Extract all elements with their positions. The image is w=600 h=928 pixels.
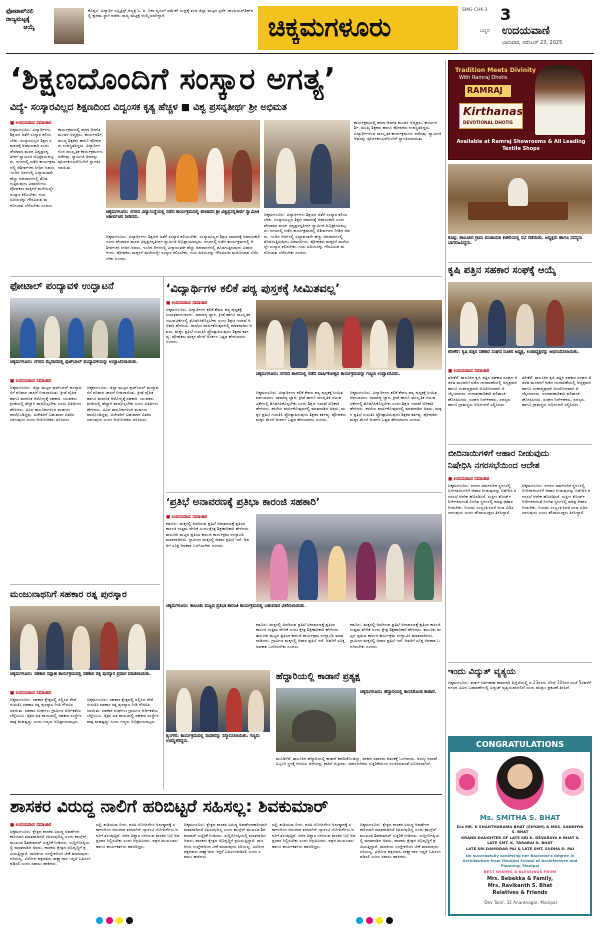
reporter-line1: ಫೋಟಾಪ್‌ನಲಿ: [6, 8, 34, 15]
right-top-photo: [448, 164, 592, 234]
left-lower-photo-figure-3: [72, 626, 90, 670]
centre-bottom-photo-figure-4: [248, 690, 264, 732]
left-mid-photo-figure-4: [92, 320, 108, 358]
centre-mid-dateline: ■ ಉದಯವಾಣಿ ಸಮಾಚಾರ: [166, 301, 208, 306]
reg-mark-7: [376, 917, 383, 924]
centre-lower-photo-figure-5: [386, 544, 404, 600]
reporter-photo: [54, 8, 84, 44]
reg-mark-6: [366, 917, 373, 924]
left-mid-headline: ಫೋಟಾಲ್ ಪಂದ್ಯಾವಳಿ ಉದ್ಘಾಟನೆ: [10, 281, 114, 292]
reg-mark-5: [356, 917, 363, 924]
centre-bottom-photo-figure-1: [176, 688, 192, 732]
congrats-from2: Mrs. Ravikanth S. Bhat: [487, 883, 553, 889]
lead-photo-figure-5: [232, 150, 252, 202]
reg-mark-1: [96, 917, 103, 924]
left-mid-caption: ಚಿಕ್ಕಮಗಳೂರು: ನಗರದ ಮೈದಾನದಲ್ಲಿ ಫುಟ್‌ಬಾಲ್ ಪಂದ್ಯಾವಳಿಯನ್ನು ಉದ್ಘಾಟಿಸಲಾಯಿತು.: [10, 360, 138, 365]
right-mid-body-2: ಚಿಕ್ಕಮಗಳೂರು: ನಗರದ ಸಾರ್ವಜನಿಕ ಸ್ಥಳಗಳಲ್ಲಿ ಬೀದಿನಾಯಿಗಳಿಗೆ ಆಹಾರ ನೀಡುವುದನ್ನು ನಿಷೇಧಿಸಿ ನಗರಸಭೆ ಆದೇಶ ಹೊರಡಿಸಿದೆ. ಸುಪ್ರೀಂ ಕೋರ್ಟ್ ನಿರ್ದೇಶನದಂತೆ ನಿಗದಿತ ಸ್ಥಳಗಳಲ್ಲಿ ಮಾತ್ರ ಆಹಾರ ನೀಡಬೇಕು. ನಿಯಮ ಉಲ್ಲಂಘಿಸಿದರೆ ದಂಡ ವಿಧಿಸಲಾಗುವುದು ಎಂದು ಪೌರಾಯುಕ್ತರು ತಿಳಿಸಿದ್ದಾರೆ.: [522, 483, 591, 516]
right-top-photo-2: [448, 282, 592, 348]
congrats-title: CONGRATULATIONS: [476, 740, 564, 749]
congrats-name: Ms. SMITHA S. BHAT: [479, 814, 561, 822]
right-mid-rule-2: [448, 662, 592, 663]
centre-bottom-caption-2: ಚಿಕ್ಕಮಗಳೂರು: ಹೆದ್ದಾರಿಯಲ್ಲಿ ಕಾಣಿಸಿಕೊಂಡ ಕಾಡಾನೆ.: [360, 690, 437, 695]
centre-lower-body-2: ಕಡೂರು: ಮಕ್ಕಳಲ್ಲಿ ಅಡಗಿರುವ ಪ್ರತಿಭೆ ಅನಾವರಣಕ್ಕೆ ಪ್ರತಿಭಾ ಕಾರಂಜಿ ಉತ್ತಮ ವೇದಿಕೆ ಎಂದು ಕ್ಷೇತ್ರ ಶಿಕ್ಷಣಾಧಿಕಾರಿ ಹೇಳಿದರು. ತಾಲೂಕು ಮಟ್ಟದ ಪ್ರತಿಭಾ ಕಾರಂಜಿ ಕಾರ್ಯಕ್ರಮ ಉದ್ಘಾಟಿಸಿ ಮಾತನಾಡಿದರು. ಗ್ರಾಮೀಣ ಮಕ್ಕಳಲ್ಲಿ ಅಪಾರ ಪ್ರತಿಭೆ ಇದೆ. ಅವರಿಗೆ ಸೂಕ್ತ ಅವಕಾಶ ಒದಗಿಸಬೇಕು ಎಂದರು.: [256, 622, 345, 649]
left-lower-body-1: ಚಿಕ್ಕಮಗಳೂರು: ಸಹಕಾರ ಕ್ಷೇತ್ರದಲ್ಲಿ ಸಲ್ಲಿಸಿದ ಸೇವೆ ಗುರುತಿಸಿ ಸಹಕಾರ ರತ್ನ ಪುರಸ್ಕಾರ ನೀಡಿ ಗೌರವಿಸಲಾಯಿತು. ಸಹಕಾರ ಸಂಘಗಳು ಗ್ರಾಮೀಣ ಆರ್ಥಿಕತೆಯ ಬೆನ್ನೆಲುಬು. ರೈತರ ಹಿತ ಕಾಯುವಲ್ಲಿ ಸಹಕಾರ ಸಂಸ್ಥೆಗಳ ಪಾತ್ರ ಮಹತ್ವದ್ದು ಎಂದು ಗಣ್ಯರು ಅಭಿಪ್ರಾಯಪಟ್ಟರು.: [10, 697, 82, 724]
centre-lower-photo-figure-4: [356, 542, 376, 600]
left-lower-photo-figure-2: [46, 622, 64, 670]
left-lower-dateline: ■ ಉದಯವಾಣಿ ಸಮಾಚಾರ: [10, 691, 52, 696]
lead-headline: ‘ಶಿಕ್ಷಣದೊಂದಿಗೆ ಸಂಸ್ಕಾರ ಅಗತ್ಯ’: [10, 62, 336, 97]
bottom-rule: [10, 794, 442, 795]
reporter-line2: ರಾಜ್ಯಮಟ್ಟಕ್ಕೆ: [6, 16, 30, 23]
bottom-body-2: ರಸ್ತೆ, ಕುಡಿಯುವ ನೀರು, ವಸತಿ ಯೋಜನೆಗಳ ಅನುಷ್ಠಾನಕ್ಕೆ ಸರ್ಕಾರದಿಂದ ಅನುದಾನ ತರಲಾಗಿದೆ. ಗ್ಯಾರಂಟಿ ಯೋಜನೆಗಳು ಜನರಿಗೆ ತಲುಪುತ್ತಿವೆ. ಜನರ ವಿಶ್ವಾಸ ಗಳಿಸಿರುವ ಶಾಸಕರ ಬಗ್ಗೆ ಅಪಪ್ರಚಾರ ನಿಲ್ಲಿಸಬೇಕು ಎಂದು ಆಗ್ರಹಿಸಿದರು. ಪಕ್ಷದ ಮುಖಂಡರು ಹಾಗೂ ಕಾರ್ಯಕರ್ತರು ಹಾಜರಿದ್ದರು.: [96, 822, 180, 849]
right-top-caption-2: ತರೀಕೆರೆ: ಕೃಷಿ ಪತ್ತಿನ ಸಹಕಾರ ಸಂಘದ ನೂತನ ಅಧ್ಯಕ್ಷ, ಉಪಾಧ್ಯಕ್ಷರನ್ನು ಅಭಿನಂದಿಸಲಾಯಿತು.: [448, 350, 580, 355]
left-lower-rule: [10, 584, 160, 585]
centre-lower-photo-figure-2: [298, 540, 318, 600]
centre-lower-caption: ಚಿಕ್ಕಮಗಳೂರು: ತಾಲೂಕು ಮಟ್ಟದ ಪ್ರತಿಭಾ ಕಾರಂಜಿ ಕಾರ್ಯಕ್ರಮದಲ್ಲಿ ಬಹುಮಾನ ವಿತರಿಸಲಾಯಿತು.: [166, 604, 306, 609]
right-mid-headline-1: ಬೀದಿನಾಯಿಗಳಿಗೆ ಆಹಾರ ನೀಡುವುದು: [448, 449, 550, 459]
left-lower-caption: ಚಿಕ್ಕಮಗಳೂರು: ಸಹಕಾರ ಸಪ್ತಾಹ ಕಾರ್ಯಕ್ರಮದಲ್ಲಿ ಸಹಕಾರ ರತ್ನ ಪುರಸ್ಕಾರ ಪ್ರದಾನ ಮಾಡಲಾಯಿತು.: [10, 672, 151, 677]
left-mid-body-1: ಚಿಕ್ಕಮಗಳೂರು: ಜಿಲ್ಲಾ ಮಟ್ಟದ ಫುಟ್‌ಬಾಲ್ ಪಂದ್ಯಾವಳಿಗೆ ಶನಿವಾರ ಚಾಲನೆ ನೀಡಲಾಯಿತು. ಕ್ರೀಡೆ ದೈಹಿಕ ಹಾಗೂ ಮಾನಸಿಕ ಆರೋಗ್ಯಕ್ಕೆ ಸಹಕಾರಿ. ಯುವಕರು ಕ್ರೀಡೆಯಲ್ಲಿ ಹೆಚ್ಚಾಗಿ ಪಾಲ್ಗೊಳ್ಳಬೇಕು ಎಂದು ಅತಿಥಿಗಳು ಹೇಳಿದರು. ವಿವಿಧ ತಾಲೂಕುಗಳಿಂದ ತಂಡಗಳು ಪಾಲ್ಗೊಂಡಿದ್ದವು. ವಿಜೇತರಿಗೆ ಬಹುಮಾನ ವಿತರಿಸಲಾಗುವುದು ಎಂದು ಆಯೋಜಕರು ತಿಳಿಸಿದರು.: [10, 385, 82, 423]
centre-lower-headline: ‘ಪ್ರತಿಭೆ ಅನಾವರಣಕ್ಕೆ ಪ್ರತಿಭಾ ಕಾರಂಜಿ ಸಹಕಾರಿ’: [166, 497, 320, 508]
ad-product-sub: DEVOTIONAL DHOTIS: [463, 120, 513, 125]
reporter-title: [6, 8, 52, 32]
lead-photo: [106, 120, 260, 208]
congrats-from3: Relatives & Friends: [492, 890, 548, 896]
ad-model: [535, 65, 585, 135]
right-top-body-2: ತರೀಕೆರೆ: ತಾಲೂಕಿನ ಕೃಷಿ ಪತ್ತಿನ ಸಹಕಾರ ಸಂಘದ ಆಡಳಿತ ಮಂಡಳಿಗೆ ನಡೆದ ಚುನಾವಣೆಯಲ್ಲಿ ಅಧ್ಯಕ್ಷರಾಗಿ ಹಾಗೂ ಉಪಾಧ್ಯಕ್ಷರಾಗಿ ಅವಿರೋಧವಾಗಿ ಆಯ್ಕೆಯಾದರು. ಚುನಾವಣಾಧಿಕಾರಿ ಫಲಿತಾಂಶ ಘೋಷಿಸಿದರು. ಸಂಘದ ನಿರ್ದೇಶಕರು, ಸದಸ್ಯರು ಹಾಗೂ ಗ್ರಾಮಸ್ಥರು ಅಭಿನಂದನೆ ಸಲ್ಲಿಸಿದರು.: [522, 375, 592, 408]
right-mid-body-3: ಚಿಕ್ಕಮಗಳೂರು: ತುರ್ತು ನಿರ್ವಹಣಾ ಕಾಮಗಾರಿ ಹಿನ್ನೆಲೆಯಲ್ಲಿ ನ.23ರಂದು ಬೆಳಗ್ಗೆ 10ರಿಂದ ಸಂಜೆ 5ರವರೆಗೆ ನಗರದ ವಿವಿಧ ಬಡಾವಣೆಗಳಲ್ಲಿ ವಿದ್ಯುತ್ ವ್ಯತ್ಯಯವಾಗಲಿದೆ ಎಂದು ಮೆಸ್ಕಾಂ ಪ್ರಕಟಣೆ ತಿಳಿಸಿದೆ.: [448, 680, 592, 691]
elephant-photo: [276, 688, 356, 752]
centre-mid-photo-figure-3: [316, 322, 334, 368]
lead-photo-2: [264, 120, 350, 208]
congrats-grand1: GRAND DAUGHTER OF LATE SRI K. DEVARAYA K BHAT & LATE SMT. K. TARABAI D. BHAT: [461, 835, 579, 845]
congrats-address: 'Dev Tara', 32 Anantnagar, Manipal: [483, 900, 557, 905]
centre-lower-photo-figure-6: [414, 542, 434, 600]
right-top-caption: ಕೊಪ್ಪ: ತಾಲೂಕಿನ ಗ್ರಾಮ ಪಂಚಾಯಿತಿ ಕಚೇರಿಯಲ್ಲಿ ಸಭೆ ನಡೆಯಿತು. ಅಧ್ಯಕ್ಷರು ಹಾಗೂ ಸದಸ್ಯರು ಭಾಗವಹಿಸಿದ್ದರು.: [448, 236, 583, 247]
centre-bottom-photo-figure-2: [200, 686, 218, 732]
lead-photo-2-figure-1: [276, 148, 296, 204]
centre-lower-dateline: ■ ಉದಯವಾಣಿ ಸಮಾಚಾರ: [166, 515, 208, 520]
lead-photo-2-figure-2: [310, 144, 332, 204]
centre-mid-photo-figure-6: [396, 318, 414, 368]
ad-tagline1: Tradition Meets Divinity: [455, 67, 536, 74]
right-top-headline: ಕೃಷಿ ಪತ್ತಿನ ಸಹಕಾರ ಸಂಘಕ್ಕೆ ಆಯ್ಕೆ: [448, 265, 556, 276]
left-mid-photo-figure-3: [68, 318, 84, 358]
congrats-achievement: On successfully achieving her Bachelor's degree in Architecture from Manipal School of Architecture and Planning, Manipal: [462, 853, 578, 868]
centre-mid-photo-figure-4: [342, 316, 362, 368]
bottom-body-5: ಚಿಕ್ಕಮಗಳೂರು: ಕ್ಷೇತ್ರದ ಶಾಸಕರ ವಿರುದ್ಧ ಅವಹೇಳನಕಾರಿಯಾಗಿ ಮಾತನಾಡಿದರೆ ಸಹಿಸುವುದಿಲ್ಲ ಎಂದು ಕಾಂಗ್ರೆಸ್ ಮುಖಂಡ ಶಿವಕುಮಾರ್ ಎಚ್ಚರಿಕೆ ನೀಡಿದರು. ಸುದ್ದಿಗೋಷ್ಠಿಯಲ್ಲಿ ಮಾತನಾಡಿದ ಅವರು, ಶಾಸಕರು ಕ್ಷೇತ್ರದ ಅಭಿವೃದ್ಧಿಗೆ ಶ್ರಮಿಸುತ್ತಿದ್ದಾರೆ. ರಾಜಕೀಯ ಉದ್ದೇಶದಿಂದ ಟೀಕೆ ಮಾಡುವುದು ಸರಿಯಲ್ಲ. ವಿರೋಧ ಪಕ್ಷದವರು ಸಾಕ್ಷ್ಯಾಧಾರ ಇದ್ದರೆ ಬಹಿರಂಗಪಡಿಸಲಿ ಎಂದು ಸವಾಲು ಹಾಕಿದರು.: [360, 822, 441, 860]
reg-mark-3: [116, 917, 123, 924]
right-mid-headline-2: ನಿಷೇಧಿಸಿ ನಗರಸಭೆಯಿಂದ ಆದೇಶ: [448, 461, 540, 471]
reg-mark-4: [126, 917, 133, 924]
bottom-body-4: ರಸ್ತೆ, ಕುಡಿಯುವ ನೀರು, ವಸತಿ ಯೋಜನೆಗಳ ಅನುಷ್ಠಾನಕ್ಕೆ ಸರ್ಕಾರದಿಂದ ಅನುದಾನ ತರಲಾಗಿದೆ. ಗ್ಯಾರಂಟಿ ಯೋಜನೆಗಳು ಜನರಿಗೆ ತಲುಪುತ್ತಿವೆ. ಜನರ ವಿಶ್ವಾಸ ಗಳಿಸಿರುವ ಶಾಸಕರ ಬಗ್ಗೆ ಅಪಪ್ರಚಾರ ನಿಲ್ಲಿಸಬೇಕು ಎಂದು ಆಗ್ರಹಿಸಿದರು. ಪಕ್ಷದ ಮುಖಂಡರು ಹಾಗೂ ಕಾರ್ಯಕರ್ತರು ಹಾಜರಿದ್ದರು.: [272, 822, 356, 849]
right-top-photo-2-figure-1: [460, 302, 478, 346]
centre-mid-photo-figure-2: [290, 318, 308, 368]
reporter-line3: ಆಯ್ಕೆ: [23, 24, 35, 31]
lead-dateline: ■ ಉದಯವಾಣಿ ಸಮಾಚಾರ: [10, 121, 52, 126]
lead-body-col5: ಚಿಕ್ಕಮಗಳೂರು: ವಿದ್ಯಾರ್ಥಿಗಳು ಶಿಕ್ಷಣದ ಜತೆಗೆ ಸಂಸ್ಕಾರ ಕಲಿಯಬೇಕು. ಸಂಸ್ಕಾರವಿಲ್ಲದ ಶಿಕ್ಷಣ ಸಮಾಜಕ್ಕೆ ಅಪಾಯಕಾರಿ ಎಂದು ಪೇಜಾವರ ಮಠದ ವಿಶ್ವಪ್ರಸನ್ನತೀರ್ಥ ಸ್ವಾಮೀಜಿ ಅಭಿಪ್ರಾಯಪಟ್ಟರು. ನಗರದಲ್ಲಿ ನಡೆದ ಕಾರ್ಯಕ್ರಮದಲ್ಲಿ ಆಶೀರ್ವಚನ ನೀಡಿದ ಅವರು, ಇಂದಿನ ದಿನಗಳಲ್ಲಿ ವಿದ್ಯಾವಂತರೇ ಹೆಚ್ಚು ಅಪರಾಧಗಳಲ್ಲಿ ತೊಡಗುತ್ತಿರುವುದು ವಿಷಾದನೀಯ. ಪೋಷಕರು ಮಕ್ಕಳಿಗೆ ಮನೆಯಲ್ಲೇ ಸಂಸ್ಕಾರ ಕಲಿಸಬೇಕು. ಗುರು ಹಿರಿಯರನ್ನು ಗೌರವಿಸುವ ಮನೋಭಾವ ಬೆಳೆಸಬೇಕು ಎಂದರು.: [106, 234, 260, 261]
centre-mid-headline: ‘ವಿದ್ಯಾರ್ಥಿಗಳ ಕಲಿಕೆ ಪಠ್ಯ ಪುಸ್ತಕಕ್ಕೆ ಸೀಮಿತವಲ್ಲ’: [166, 281, 340, 295]
paper-name: ಉದಯವಾಣಿ: [502, 24, 550, 37]
lead-body-col3: ಚಿಕ್ಕಮಗಳೂರು: ವಿದ್ಯಾರ್ಥಿಗಳು ಶಿಕ್ಷಣದ ಜತೆಗೆ ಸಂಸ್ಕಾರ ಕಲಿಯಬೇಕು. ಸಂಸ್ಕಾರವಿಲ್ಲದ ಶಿಕ್ಷಣ ಸಮಾಜಕ್ಕೆ ಅಪಾಯಕಾರಿ ಎಂದು ಪೇಜಾವರ ಮಠದ ವಿಶ್ವಪ್ರಸನ್ನತೀರ್ಥ ಸ್ವಾಮೀಜಿ ಅಭಿಪ್ರಾಯಪಟ್ಟರು. ನಗರದಲ್ಲಿ ನಡೆದ ಕಾರ್ಯಕ್ರಮದಲ್ಲಿ ಆಶೀರ್ವಚನ ನೀಡಿದ ಅವರು, ಇಂದಿನ ದಿನಗಳಲ್ಲಿ ವಿದ್ಯಾವಂತರೇ ಹೆಚ್ಚು ಅಪರಾಧಗಳಲ್ಲಿ ತೊಡಗುತ್ತಿರುವುದು ವಿಷಾದನೀಯ. ಪೋಷಕರು ಮಕ್ಕಳಿಗೆ ಮನೆಯಲ್ಲೇ ಸಂಸ್ಕಾರ ಕಲಿಸಬೇಕು. ಗುರು ಹಿರಿಯರನ್ನು ಗೌರವಿಸುವ ಮನೋಭಾವ ಬೆಳೆಸಬೇಕು ಎಂದರು.: [264, 212, 350, 255]
left-lower-photo: [10, 606, 160, 670]
header-rule: [6, 53, 594, 54]
centre-bottom-photo-figure-3: [226, 688, 242, 732]
centre-mid-photo-figure-5: [370, 320, 388, 368]
edition-block: [462, 6, 594, 52]
left-lower-photo-figure-4: [100, 622, 118, 670]
lead-photo-figure-1: [120, 150, 138, 200]
centre-lower-body-1: ಕಡೂರು: ಮಕ್ಕಳಲ್ಲಿ ಅಡಗಿರುವ ಪ್ರತಿಭೆ ಅನಾವರಣಕ್ಕೆ ಪ್ರತಿಭಾ ಕಾರಂಜಿ ಉತ್ತಮ ವೇದಿಕೆ ಎಂದು ಕ್ಷೇತ್ರ ಶಿಕ್ಷಣಾಧಿಕಾರಿ ಹೇಳಿದರು. ತಾಲೂಕು ಮಟ್ಟದ ಪ್ರತಿಭಾ ಕಾರಂಜಿ ಕಾರ್ಯಕ್ರಮ ಉದ್ಘಾಟಿಸಿ ಮಾತನಾಡಿದರು. ಗ್ರಾಮೀಣ ಮಕ್ಕಳಲ್ಲಿ ಅಪಾರ ಪ್ರತಿಭೆ ಇದೆ. ಅವರಿಗೆ ಸೂಕ್ತ ಅವಕಾಶ ಒದಗಿಸಬೇಕು ಎಂದರು.: [166, 521, 250, 548]
right-mid-rule: [448, 444, 592, 445]
left-lower-headline: ಮಂಜುನಾಥನಿಗೆ ಸಹಕಾರ ರತ್ನ ಪುರಸ್ಕಾರ: [10, 589, 127, 600]
issue-date: ಭಾನುವಾರ, ನವೆಂಬರ್ 23, 2025: [502, 40, 563, 46]
centre-lower-body-3: ಕಡೂರು: ಮಕ್ಕಳಲ್ಲಿ ಅಡಗಿರುವ ಪ್ರತಿಭೆ ಅನಾವರಣಕ್ಕೆ ಪ್ರತಿಭಾ ಕಾರಂಜಿ ಉತ್ತಮ ವೇದಿಕೆ ಎಂದು ಕ್ಷೇತ್ರ ಶಿಕ್ಷಣಾಧಿಕಾರಿ ಹೇಳಿದರು. ತಾಲೂಕು ಮಟ್ಟದ ಪ್ರತಿಭಾ ಕಾರಂಜಿ ಕಾರ್ಯಕ್ರಮ ಉದ್ಘಾಟಿಸಿ ಮಾತನಾಡಿದರು. ಗ್ರಾಮೀಣ ಮಕ್ಕಳಲ್ಲಿ ಅಪಾರ ಪ್ರತಿಭೆ ಇದೆ. ಅವರಿಗೆ ಸೂಕ್ತ ಅವಕಾಶ ಒದಗಿಸಬೇಕು ಎಂದರು.: [350, 622, 442, 649]
centre-lower-photo-figure-3: [328, 546, 346, 600]
right-top-photo-2-figure-3: [516, 304, 534, 346]
ramraj-ad: [448, 60, 592, 160]
lead-photo-figure-2: [146, 146, 166, 202]
page-number: 3: [500, 6, 512, 24]
centre-bottom-caption: ಶೃಂಗೇರಿ: ಕಾರ್ಯಕ್ರಮದಲ್ಲಿ ಸಾಧಕರನ್ನು ಸನ್ಮಾನಿಸಲಾಯಿತು. ಗಣ್ಯರು ಉಪಸ್ಥಿತರಿದ್ದರು.: [166, 734, 260, 745]
right-top-photo-2-figure-2: [488, 300, 506, 346]
lead-photo-figure-4: [206, 148, 224, 202]
centre-bottom-headline: ಹೆದ್ದಾರಿಯಲ್ಲಿ ಕಾಡಾನೆ ಪ್ರತ್ಯಕ್ಷ: [276, 671, 361, 682]
centre-mid-photo-figure-1: [266, 320, 284, 368]
congrats-portrait: [496, 756, 544, 810]
right-top-photo-2-figure-4: [546, 300, 564, 346]
elephant-shape: [292, 710, 336, 742]
congrats-flower-right: [562, 762, 584, 802]
left-mid-photo: [10, 298, 160, 358]
ad-brand: RAMRAJ: [467, 86, 503, 95]
bottom-dateline: ■ ಉದಯವಾಣಿ ಸಮಾಚಾರ: [10, 823, 52, 828]
left-mid-photo-figure-5: [118, 318, 134, 358]
paper-prefix: ಬಣ್ಣದ: [480, 29, 490, 34]
congrats-wishes: BEST WISHES & BLESSINGS FROM: [483, 869, 557, 874]
lead-body-col2: ಕಾರ್ಯಕ್ರಮದಲ್ಲಿ ಶಾಲಾ ಆಡಳಿತ ಮಂಡಳಿ ಅಧ್ಯಕ್ಷರು, ಕಾರ್ಯದರ್ಶಿ, ಮುಖ್ಯ ಶಿಕ್ಷಕರು ಹಾಗೂ ಪೋಷಕರು ಉಪಸ್ಥಿತರಿದ್ದರು. ವಿದ್ಯಾರ್ಥಿಗಳಿಂದ ಸಾಂಸ್ಕೃತಿಕ ಕಾರ್ಯಕ್ರಮಗಳು ನಡೆದವು. ಸ್ವಾಮೀಜಿ ಅವರನ್ನು ಪೂರ್ಣಕುಂಭದೊಂದಿಗೆ ಸ್ವಾಗತಿಸಲಾಯಿತು.: [58, 127, 104, 170]
ad-product: Kirthanas: [463, 105, 524, 118]
ad-availability: Available at Ramraj Showrooms & All Leading Textile Shops: [456, 139, 586, 152]
header-brief: ಕೊಪ್ಪಳ: ವಿದ್ಯಾರ್ಥಿ ಎಸ್ಪಿಟ್ರಿಸ್ಟ್ ಅಧ್ಯಕ್ಷ ಓ. ಪಿ. ನಿಶಾ ದೃವಿಲ್ ರಮೇಶ್ ಸಂದ್ರಕ್ಕೆ ತಂಡ ಜಿಲ್ಲಾ ಮಟ್ಟದ ಸ್ಪರ್ಧೆ ಚಾಂಪಿಯನ್‌ಶಿಪ್‌ನಲ್ಲಿ ಪ್ರಥಮ ಸ್ಥಾನ ಪಡೆದು ರಾಜ್ಯ ಮಟ್ಟಕ್ಕೆ ಆಯ್ಕೆಯಾಗಿದ್ದಾರೆ.: [88, 8, 254, 19]
header: [6, 6, 594, 56]
centre-lower-photo-figure-1: [270, 544, 288, 600]
left-mid-photo-figure-2: [44, 316, 60, 358]
col-rule-1: [163, 276, 164, 790]
right-mid-body-1: ಚಿಕ್ಕಮಗಳೂರು: ನಗರದ ಸಾರ್ವಜನಿಕ ಸ್ಥಳಗಳಲ್ಲಿ ಬೀದಿನಾಯಿಗಳಿಗೆ ಆಹಾರ ನೀಡುವುದನ್ನು ನಿಷೇಧಿಸಿ ನಗರಸಭೆ ಆದೇಶ ಹೊರಡಿಸಿದೆ. ಸುಪ್ರೀಂ ಕೋರ್ಟ್ ನಿರ್ದೇಶನದಂತೆ ನಿಗದಿತ ಸ್ಥಳಗಳಲ್ಲಿ ಮಾತ್ರ ಆಹಾರ ನೀಡಬೇಕು. ನಿಯಮ ಉಲ್ಲಂಘಿಸಿದರೆ ದಂಡ ವಿಧಿಸಲಾಗುವುದು ಎಂದು ಪೌರಾಯುಕ್ತರು ತಿಳಿಸಿದ್ದಾರೆ.: [448, 483, 517, 516]
col-rule-2: [445, 60, 446, 916]
centre-mid-photo: [256, 300, 442, 370]
right-top-photo-figure: [508, 178, 528, 206]
centre-bottom-photo: [166, 670, 270, 732]
right-top-rule: [448, 262, 592, 263]
left-lower-photo-figure-5: [128, 624, 146, 670]
centre-mid-body-2: ಚಿಕ್ಕಮಗಳೂರು: ವಿದ್ಯಾರ್ಥಿಗಳ ಕಲಿಕೆ ಕೇವಲ ಪಠ್ಯ ಪುಸ್ತಕಕ್ಕೆ ಸೀಮಿತವಾಗಬಾರದು. ಸಾಮಾನ್ಯ ಜ್ಞಾನ, ಕ್ರೀಡೆ ಹಾಗೂ ಸಾಂಸ್ಕೃತಿಕ ಚಟುವಟಿಕೆಗಳಲ್ಲಿ ತೊಡಗಿಸಿಕೊಳ್ಳಬೇಕು ಎಂದು ಶಿಕ್ಷಣ ಇಲಾಖೆ ಅಧಿಕಾರಿ ಹೇಳಿದರು. ಶಾಲೆಯ ವಾರ್ಷಿಕೋತ್ಸವದಲ್ಲಿ ಮಾತನಾಡಿದ ಅವರು, ಮಕ್ಕಳ ಪ್ರತಿಭೆ ಗುರುತಿಸಿ ಪ್ರೋತ್ಸಾಹಿಸುವುದು ಶಿಕ್ಷಕರ ಕರ್ತವ್ಯ. ಪೋಷಕರು ಮಕ್ಕಳ ಮೇಲೆ ಅಂಕಗಳ ಒತ್ತಡ ಹೇರಬಾರದು ಎಂದರು.: [256, 390, 346, 423]
congrats-grand2: LATE SRI DAMODAR PAI & LATE SMT. SUDHA D. PAI: [465, 846, 575, 851]
reg-mark-8: [386, 917, 393, 924]
bottom-body-3: ಚಿಕ್ಕಮಗಳೂರು: ಕ್ಷೇತ್ರದ ಶಾಸಕರ ವಿರುದ್ಧ ಅವಹೇಳನಕಾರಿಯಾಗಿ ಮಾತನಾಡಿದರೆ ಸಹಿಸುವುದಿಲ್ಲ ಎಂದು ಕಾಂಗ್ರೆಸ್ ಮುಖಂಡ ಶಿವಕುಮಾರ್ ಎಚ್ಚರಿಕೆ ನೀಡಿದರು. ಸುದ್ದಿಗೋಷ್ಠಿಯಲ್ಲಿ ಮಾತನಾಡಿದ ಅವರು, ಶಾಸಕರು ಕ್ಷೇತ್ರದ ಅಭಿವೃದ್ಧಿಗೆ ಶ್ರಮಿಸುತ್ತಿದ್ದಾರೆ. ರಾಜಕೀಯ ಉದ್ದೇಶದಿಂದ ಟೀಕೆ ಮಾಡುವುದು ಸರಿಯಲ್ಲ. ವಿರೋಧ ಪಕ್ಷದವರು ಸಾಕ್ಷ್ಯಾಧಾರ ಇದ್ದರೆ ಬಹಿರಂಗಪಡಿಸಲಿ ಎಂದು ಸವಾಲು ಹಾಕಿದರು.: [184, 822, 268, 860]
congrats-from1: Mrs. Bebekka & Family,: [486, 876, 553, 882]
centre-mid-body-3: ಚಿಕ್ಕಮಗಳೂರು: ವಿದ್ಯಾರ್ಥಿಗಳ ಕಲಿಕೆ ಕೇವಲ ಪಠ್ಯ ಪುಸ್ತಕಕ್ಕೆ ಸೀಮಿತವಾಗಬಾರದು. ಸಾಮಾನ್ಯ ಜ್ಞಾನ, ಕ್ರೀಡೆ ಹಾಗೂ ಸಾಂಸ್ಕೃತಿಕ ಚಟುವಟಿಕೆಗಳಲ್ಲಿ ತೊಡಗಿಸಿಕೊಳ್ಳಬೇಕು ಎಂದು ಶಿಕ್ಷಣ ಇಲಾಖೆ ಅಧಿಕಾರಿ ಹೇಳಿದರು. ಶಾಲೆಯ ವಾರ್ಷಿಕೋತ್ಸವದಲ್ಲಿ ಮಾತನಾಡಿದ ಅವರು, ಮಕ್ಕಳ ಪ್ರತಿಭೆ ಗುರುತಿಸಿ ಪ್ರೋತ್ಸಾಹಿಸುವುದು ಶಿಕ್ಷಕರ ಕರ್ತವ್ಯ. ಪೋಷಕರು ಮಕ್ಕಳ ಮೇಲೆ ಅಂಕಗಳ ಒತ್ತಡ ಹೇರಬಾರದು ಎಂದರು.: [350, 390, 442, 423]
lead-body-col4: ಕಾರ್ಯಕ್ರಮದಲ್ಲಿ ಶಾಲಾ ಆಡಳಿತ ಮಂಡಳಿ ಅಧ್ಯಕ್ಷರು, ಕಾರ್ಯದರ್ಶಿ, ಮುಖ್ಯ ಶಿಕ್ಷಕರು ಹಾಗೂ ಪೋಷಕರು ಉಪಸ್ಥಿತರಿದ್ದರು. ವಿದ್ಯಾರ್ಥಿಗಳಿಂದ ಸಾಂಸ್ಕೃತಿಕ ಕಾರ್ಯಕ್ರಮಗಳು ನಡೆದವು. ಸ್ವಾಮೀಜಿ ಅವರನ್ನು ಪೂರ್ಣಕುಂಭದೊಂದಿಗೆ ಸ್ವಾಗತಿಸಲಾಯಿತು.: [354, 120, 442, 142]
congrats-parents: D/o MR. K SHANTHARAMA BHAT (SHYAM) & MRS. SANDHYA S. BHAT: [456, 824, 584, 834]
left-mid-dateline: ■ ಉದಯವಾಣಿ ಸಮಾಚಾರ: [10, 379, 52, 384]
centre-bottom-body: ಮೂಡಿಗೆರೆ: ತಾಲೂಕಿನ ಹೆದ್ದಾರಿಯಲ್ಲಿ ಕಾಡಾನೆ ಕಾಣಿಸಿಕೊಂಡಿದ್ದು, ವಾಹನ ಸವಾರರು ಆತಂಕಕ್ಕೆ ಒಳಗಾದರು. ಅರಣ್ಯ ಇಲಾಖೆ ಸಿಬ್ಬಂದಿ ಸ್ಥಳಕ್ಕೆ ಆಗಮಿಸಿ ಆನೆಯನ್ನು ಕಾಡಿಗೆ ಅಟ್ಟಿದರು. ಸಾರ್ವಜನಿಕರು ಎಚ್ಚರಿಕೆಯಿಂದ ಸಂಚರಿಸುವಂತೆ ಸೂಚಿಸಲಾಗಿದೆ.: [276, 756, 438, 767]
left-mid-body-2: ಚಿಕ್ಕಮಗಳೂರು: ಜಿಲ್ಲಾ ಮಟ್ಟದ ಫುಟ್‌ಬಾಲ್ ಪಂದ್ಯಾವಳಿಗೆ ಶನಿವಾರ ಚಾಲನೆ ನೀಡಲಾಯಿತು. ಕ್ರೀಡೆ ದೈಹಿಕ ಹಾಗೂ ಮಾನಸಿಕ ಆರೋಗ್ಯಕ್ಕೆ ಸಹಕಾರಿ. ಯುವಕರು ಕ್ರೀಡೆಯಲ್ಲಿ ಹೆಚ್ಚಾಗಿ ಪಾಲ್ಗೊಳ್ಳಬೇಕು ಎಂದು ಅತಿಥಿಗಳು ಹೇಳಿದರು. ವಿವಿಧ ತಾಲೂಕುಗಳಿಂದ ತಂಡಗಳು ಪಾಲ್ಗೊಂಡಿದ್ದವು. ವಿಜೇತರಿಗೆ ಬಹುಮಾನ ವಿತರಿಸಲಾಗುವುದು ಎಂದು ಆಯೋಜಕರು ತಿಳಿಸಿದರು.: [87, 385, 159, 423]
centre-lower-rule: [166, 492, 442, 493]
right-mid-dateline: ■ ಉದಯವಾಣಿ ಸಮಾಚಾರ: [448, 477, 490, 482]
right-mid-headline-3: ಇಂದು ವಿದ್ಯುತ್ ವ್ಯತ್ಯಯ: [448, 667, 516, 677]
lead-body-col1: ಚಿಕ್ಕಮಗಳೂರು: ವಿದ್ಯಾರ್ಥಿಗಳು ಶಿಕ್ಷಣದ ಜತೆಗೆ ಸಂಸ್ಕಾರ ಕಲಿಯಬೇಕು. ಸಂಸ್ಕಾರವಿಲ್ಲದ ಶಿಕ್ಷಣ ಸಮಾಜಕ್ಕೆ ಅಪಾಯಕಾರಿ ಎಂದು ಪೇಜಾವರ ಮಠದ ವಿಶ್ವಪ್ರಸನ್ನತೀರ್ಥ ಸ್ವಾಮೀಜಿ ಅಭಿಪ್ರಾಯಪಟ್ಟರು. ನಗರದಲ್ಲಿ ನಡೆದ ಕಾರ್ಯಕ್ರಮದಲ್ಲಿ ಆಶೀರ್ವಚನ ನೀಡಿದ ಅವರು, ಇಂದಿನ ದಿನಗಳಲ್ಲಿ ವಿದ್ಯಾವಂತರೇ ಹೆಚ್ಚು ಅಪರಾಧಗಳಲ್ಲಿ ತೊಡಗುತ್ತಿರುವುದು ವಿಷಾದನೀಯ. ಪೋಷಕರು ಮಕ್ಕಳಿಗೆ ಮನೆಯಲ್ಲೇ ಸಂಸ್ಕಾರ ಕಲಿಸಬೇಕು. ಗುರು ಹಿರಿಯರನ್ನು ಗೌರವಿಸುವ ಮನೋಭಾವ ಬೆಳೆಸಬೇಕು ಎಂದರು.: [10, 127, 56, 208]
reg-mark-2: [106, 917, 113, 924]
right-top-dateline: ■ ಉದಯವಾಣಿ ಸಮಾಚಾರ: [448, 369, 490, 374]
ad-tagline2: With Ramraj Dhotis: [459, 75, 508, 81]
bottom-headline: ಶಾಸಕರ ವಿರುದ್ಧ ನಾಲಿಗೆ ಹರಿಬಿಟ್ಟರೆ ಸಹಿಸಲ್ಲ: ಶಿವಕುಮಾರ್: [10, 797, 329, 817]
lead-caption: ಚಿಕ್ಕಮಗಳೂರು: ನಗರದ ವಿದ್ಯಾಸಂಸ್ಥೆಯಲ್ಲಿ ನಡೆದ ಕಾರ್ಯಕ್ರಮದಲ್ಲಿ ಪೇಜಾವರ ಶ್ರೀ ವಿಶ್ವಪ್ರಸನ್ನತೀರ್ಥ ಸ್ವಾಮೀಜಿ ಆಶೀರ್ವಚನ ನೀಡಿದರು.: [106, 210, 260, 221]
centre-lower-photo: [256, 514, 442, 602]
left-mid-photo-figure-1: [20, 318, 36, 358]
left-lower-photo-figure-1: [20, 624, 38, 670]
left-mid-rule: [10, 276, 442, 277]
centre-mid-caption: ಚಿಕ್ಕಮಗಳೂರು: ನಗರದ ಶಾಲೆಯಲ್ಲಿ ನಡೆದ ವಾರ್ಷಿಕೋತ್ಸವ ಕಾರ್ಯಕ್ರಮವನ್ನು ಗಣ್ಯರು ಉದ್ಘಾಟಿಸಿದರು.: [256, 372, 401, 377]
left-lower-body-2: ಚಿಕ್ಕಮಗಳೂರು: ಸಹಕಾರ ಕ್ಷೇತ್ರದಲ್ಲಿ ಸಲ್ಲಿಸಿದ ಸೇವೆ ಗುರುತಿಸಿ ಸಹಕಾರ ರತ್ನ ಪುರಸ್ಕಾರ ನೀಡಿ ಗೌರವಿಸಲಾಯಿತು. ಸಹಕಾರ ಸಂಘಗಳು ಗ್ರಾಮೀಣ ಆರ್ಥಿಕತೆಯ ಬೆನ್ನೆಲುಬು. ರೈತರ ಹಿತ ಕಾಯುವಲ್ಲಿ ಸಹಕಾರ ಸಂಸ್ಥೆಗಳ ಪಾತ್ರ ಮಹತ್ವದ್ದು ಎಂದು ಗಣ್ಯರು ಅಭಿಪ್ರಾಯಪಟ್ಟರು.: [87, 697, 159, 724]
masthead-title: ಚಿಕ್ಕಮಗಳೂರು: [268, 13, 392, 43]
centre-mid-body-1: ಚಿಕ್ಕಮಗಳೂರು: ವಿದ್ಯಾರ್ಥಿಗಳ ಕಲಿಕೆ ಕೇವಲ ಪಠ್ಯ ಪುಸ್ತಕಕ್ಕೆ ಸೀಮಿತವಾಗಬಾರದು. ಸಾಮಾನ್ಯ ಜ್ಞಾನ, ಕ್ರೀಡೆ ಹಾಗೂ ಸಾಂಸ್ಕೃತಿಕ ಚಟುವಟಿಕೆಗಳಲ್ಲಿ ತೊಡಗಿಸಿಕೊಳ್ಳಬೇಕು ಎಂದು ಶಿಕ್ಷಣ ಇಲಾಖೆ ಅಧಿಕಾರಿ ಹೇಳಿದರು. ಶಾಲೆಯ ವಾರ್ಷಿಕೋತ್ಸವದಲ್ಲಿ ಮಾತನಾಡಿದ ಅವರು, ಮಕ್ಕಳ ಪ್ರತಿಭೆ ಗುರುತಿಸಿ ಪ್ರೋತ್ಸಾಹಿಸುವುದು ಶಿಕ್ಷಕರ ಕರ್ತವ್ಯ. ಪೋಷಕರು ಮಕ್ಕಳ ಮೇಲೆ ಅಂಕಗಳ ಒತ್ತಡ ಹೇರಬಾರದು ಎಂದರು.: [166, 307, 252, 345]
congrats-ad: [448, 736, 592, 916]
congrats-flower-left: [456, 762, 478, 802]
right-top-body-1: ತರೀಕೆರೆ: ತಾಲೂಕಿನ ಕೃಷಿ ಪತ್ತಿನ ಸಹಕಾರ ಸಂಘದ ಆಡಳಿತ ಮಂಡಳಿಗೆ ನಡೆದ ಚುನಾವಣೆಯಲ್ಲಿ ಅಧ್ಯಕ್ಷರಾಗಿ ಹಾಗೂ ಉಪಾಧ್ಯಕ್ಷರಾಗಿ ಅವಿರೋಧವಾಗಿ ಆಯ್ಕೆಯಾದರು. ಚುನಾವಣಾಧಿಕಾರಿ ಫಲಿತಾಂಶ ಘೋಷಿಸಿದರು. ಸಂಘದ ನಿರ್ದೇಶಕರು, ಸದಸ್ಯರು ಹಾಗೂ ಗ್ರಾಮಸ್ಥರು ಅಭಿನಂದನೆ ಸಲ್ಲಿಸಿದರು.: [448, 375, 518, 408]
bottom-body-1: ಚಿಕ್ಕಮಗಳೂರು: ಕ್ಷೇತ್ರದ ಶಾಸಕರ ವಿರುದ್ಧ ಅವಹೇಳನಕಾರಿಯಾಗಿ ಮಾತನಾಡಿದರೆ ಸಹಿಸುವುದಿಲ್ಲ ಎಂದು ಕಾಂಗ್ರೆಸ್ ಮುಖಂಡ ಶಿವಕುಮಾರ್ ಎಚ್ಚರಿಕೆ ನೀಡಿದರು. ಸುದ್ದಿಗೋಷ್ಠಿಯಲ್ಲಿ ಮಾತನಾಡಿದ ಅವರು, ಶಾಸಕರು ಕ್ಷೇತ್ರದ ಅಭಿವೃದ್ಧಿಗೆ ಶ್ರಮಿಸುತ್ತಿದ್ದಾರೆ. ರಾಜಕೀಯ ಉದ್ದೇಶದಿಂದ ಟೀಕೆ ಮಾಡುವುದು ಸರಿಯಲ್ಲ. ವಿರೋಧ ಪಕ್ಷದವರು ಸಾಕ್ಷ್ಯಾಧಾರ ಇದ್ದರೆ ಬಹಿರಂಗಪಡಿಸಲಿ ಎಂದು ಸವಾಲು ಹಾಕಿದರು.: [10, 829, 91, 867]
lead-subheadline: ವಿದ್ಯೆ- ಸಂಸ್ಕಾರವಿಲ್ಲದ ಶಿಕ್ಷಣದಿಂದ ವಿದ್ವಂಸಕ ಕೃತ್ಯ ಹೆಚ್ಚಳ ■ ವಿಶ್ವ ಪ್ರಸನ್ನತೀರ್ಥ ಶ್ರೀ ಅಭಿಮತ: [10, 102, 287, 113]
edition-code: SMG-CHK-3: [462, 8, 488, 13]
lead-photo-figure-3: [176, 154, 198, 202]
